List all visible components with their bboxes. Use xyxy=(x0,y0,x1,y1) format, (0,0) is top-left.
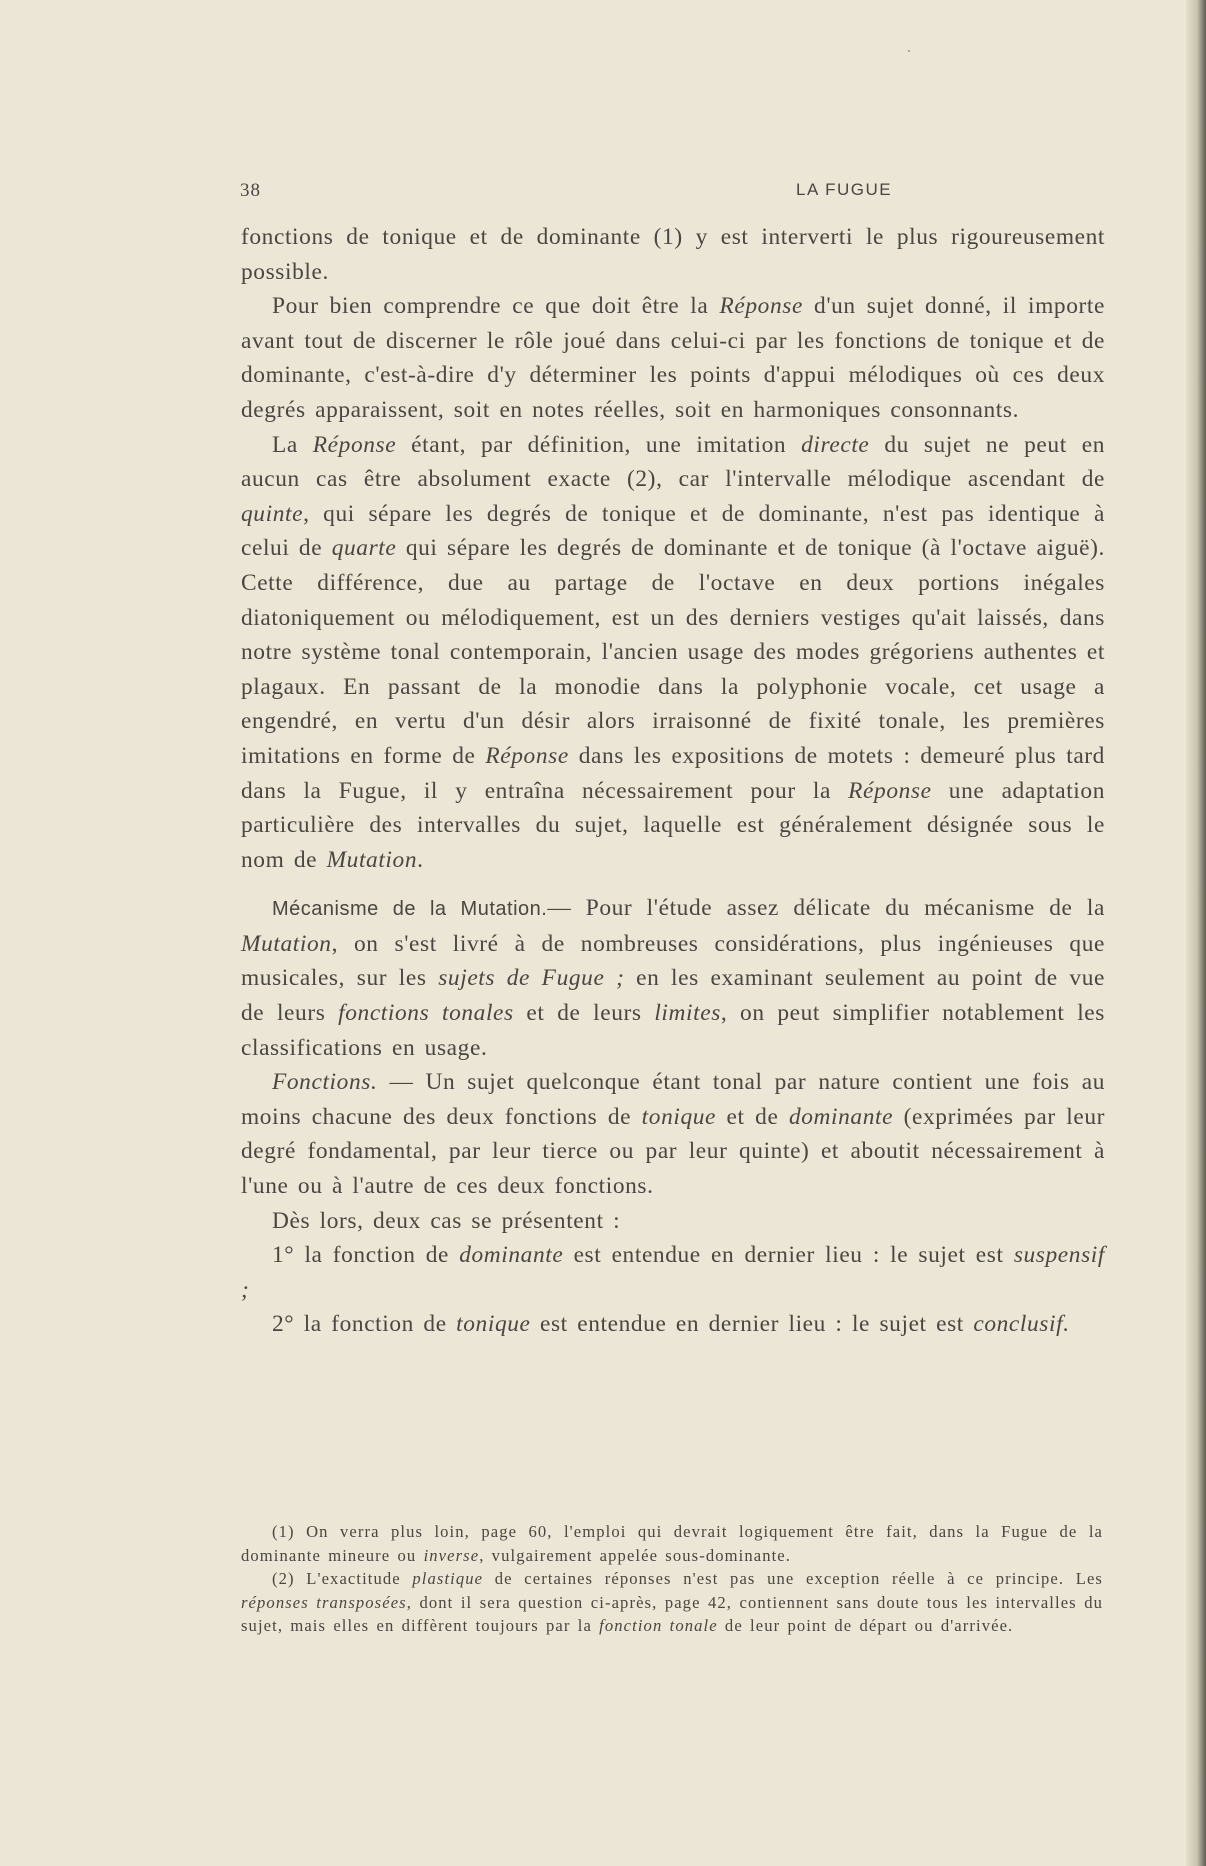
page-number: 38 xyxy=(240,180,261,201)
footnote-1: (1) On verra plus loin, page 60, l'emploi qui devrait logiquement être fait, dans la Fugue de la dominante mineure ou inverse, vulgairement appelée sous-dominante. xyxy=(241,1522,1103,1565)
paragraph-cases-intro: Dès lors, deux cas se présentent : xyxy=(272,1207,621,1234)
paragraph-reponse-definition: La Réponse étant, par définition, une imitation directe du sujet ne peut en aucun cas être absolument exacte (2), car l'intervalle mélodique ascendant de quinte, qui sépare les degrés de tonique et de dominante, n'est pas identique à celui de quarte qui sépare les degrés de dominante et de tonique (à l'octave aiguë). Cette différence, due au partage de l'octave en deux portions inégales diatoniquement ou mélodiquement, est un des derniers vestiges qu'ait laissés, dans notre système tonal contemporain, l'ancien usage des modes grégoriens authentes et plagaux. En passant de la monodie dans la polyphonie vocale, cet usage a engendré, en vertu d'un désir alors irraisonné de fixité tonale, les premières imitations en forme de Réponse dans les expositions de motets : demeuré plus tard dans la Fugue, il y entraîna nécessairement pour la Réponse une adaptation particulière des intervalles du sujet, laquelle est généralement désignée sous le nom de Mutation. xyxy=(241,431,1105,873)
footnote-2: (2) L'exactitude plastique de certaines réponses n'est pas une exception réelle à ce principe. Les réponses transposées, dont il sera question ci-après, page 42, contiennent sans doute tous les intervalles du sujet, mais elles en diffèrent toujours par la fonction tonale de leur point de départ ou d'arrivée. xyxy=(241,1569,1103,1636)
paper-speck xyxy=(908,50,910,52)
book-spine-edge xyxy=(1186,0,1206,1866)
page-header xyxy=(240,180,1108,204)
subsection-heading: Fonctions. xyxy=(272,1069,378,1096)
list-item-conclusif: 2° la fonction de tonique est entendue en dernier lieu : le sujet est conclusif. xyxy=(272,1311,1070,1338)
section-heading: Mécanisme de la Mutation. xyxy=(272,898,548,921)
paragraph-mecanisme: Mécanisme de la Mutation.— Pour l'étude assez délicate du mécanisme de la Mutation, on s'est livré à de nombreuses considérations, plus ingénieuses que musicales, sur les sujets de Fugue ; en les examinant seulement au point de vue de leurs fonctions tonales et de leurs limites, on peut simplifier notablement les classifications en usage. xyxy=(241,895,1106,1061)
list-item-suspensif: 1° la fonction de dominante est entendue en dernier lieu : le sujet est suspensif ; xyxy=(241,1242,1105,1303)
paragraph-reponse-intro: Pour bien comprendre ce que doit être la Réponse d'un sujet donné, il importe avant tout de discerner le rôle joué dans celui-ci par les fonctions de tonique et de dominante, c'est-à-dire d'y déterminer les points d'appui mélodiques où ces deux degrés apparaissent, soit en notes réelles, soit en harmoniques consonnants. xyxy=(241,293,1105,423)
paragraph-continuation: fonctions de tonique et de dominante (1) y est interverti le plus rigoureusement possible. xyxy=(241,224,1105,285)
running-title: LA FUGUE xyxy=(796,180,893,199)
paragraph-fonctions: Fonctions. — Un sujet quelconque étant tonal par nature contient une fois au moins chacune des deux fonctions de tonique et de dominante (exprimées par leur degré fondamental, par leur tierce ou par leur quinte) et aboutit nécessairement à l'une ou à l'autre de ces deux fonctions. xyxy=(241,1069,1105,1200)
footnotes xyxy=(241,1520,1103,1638)
main-text xyxy=(241,220,1105,1342)
